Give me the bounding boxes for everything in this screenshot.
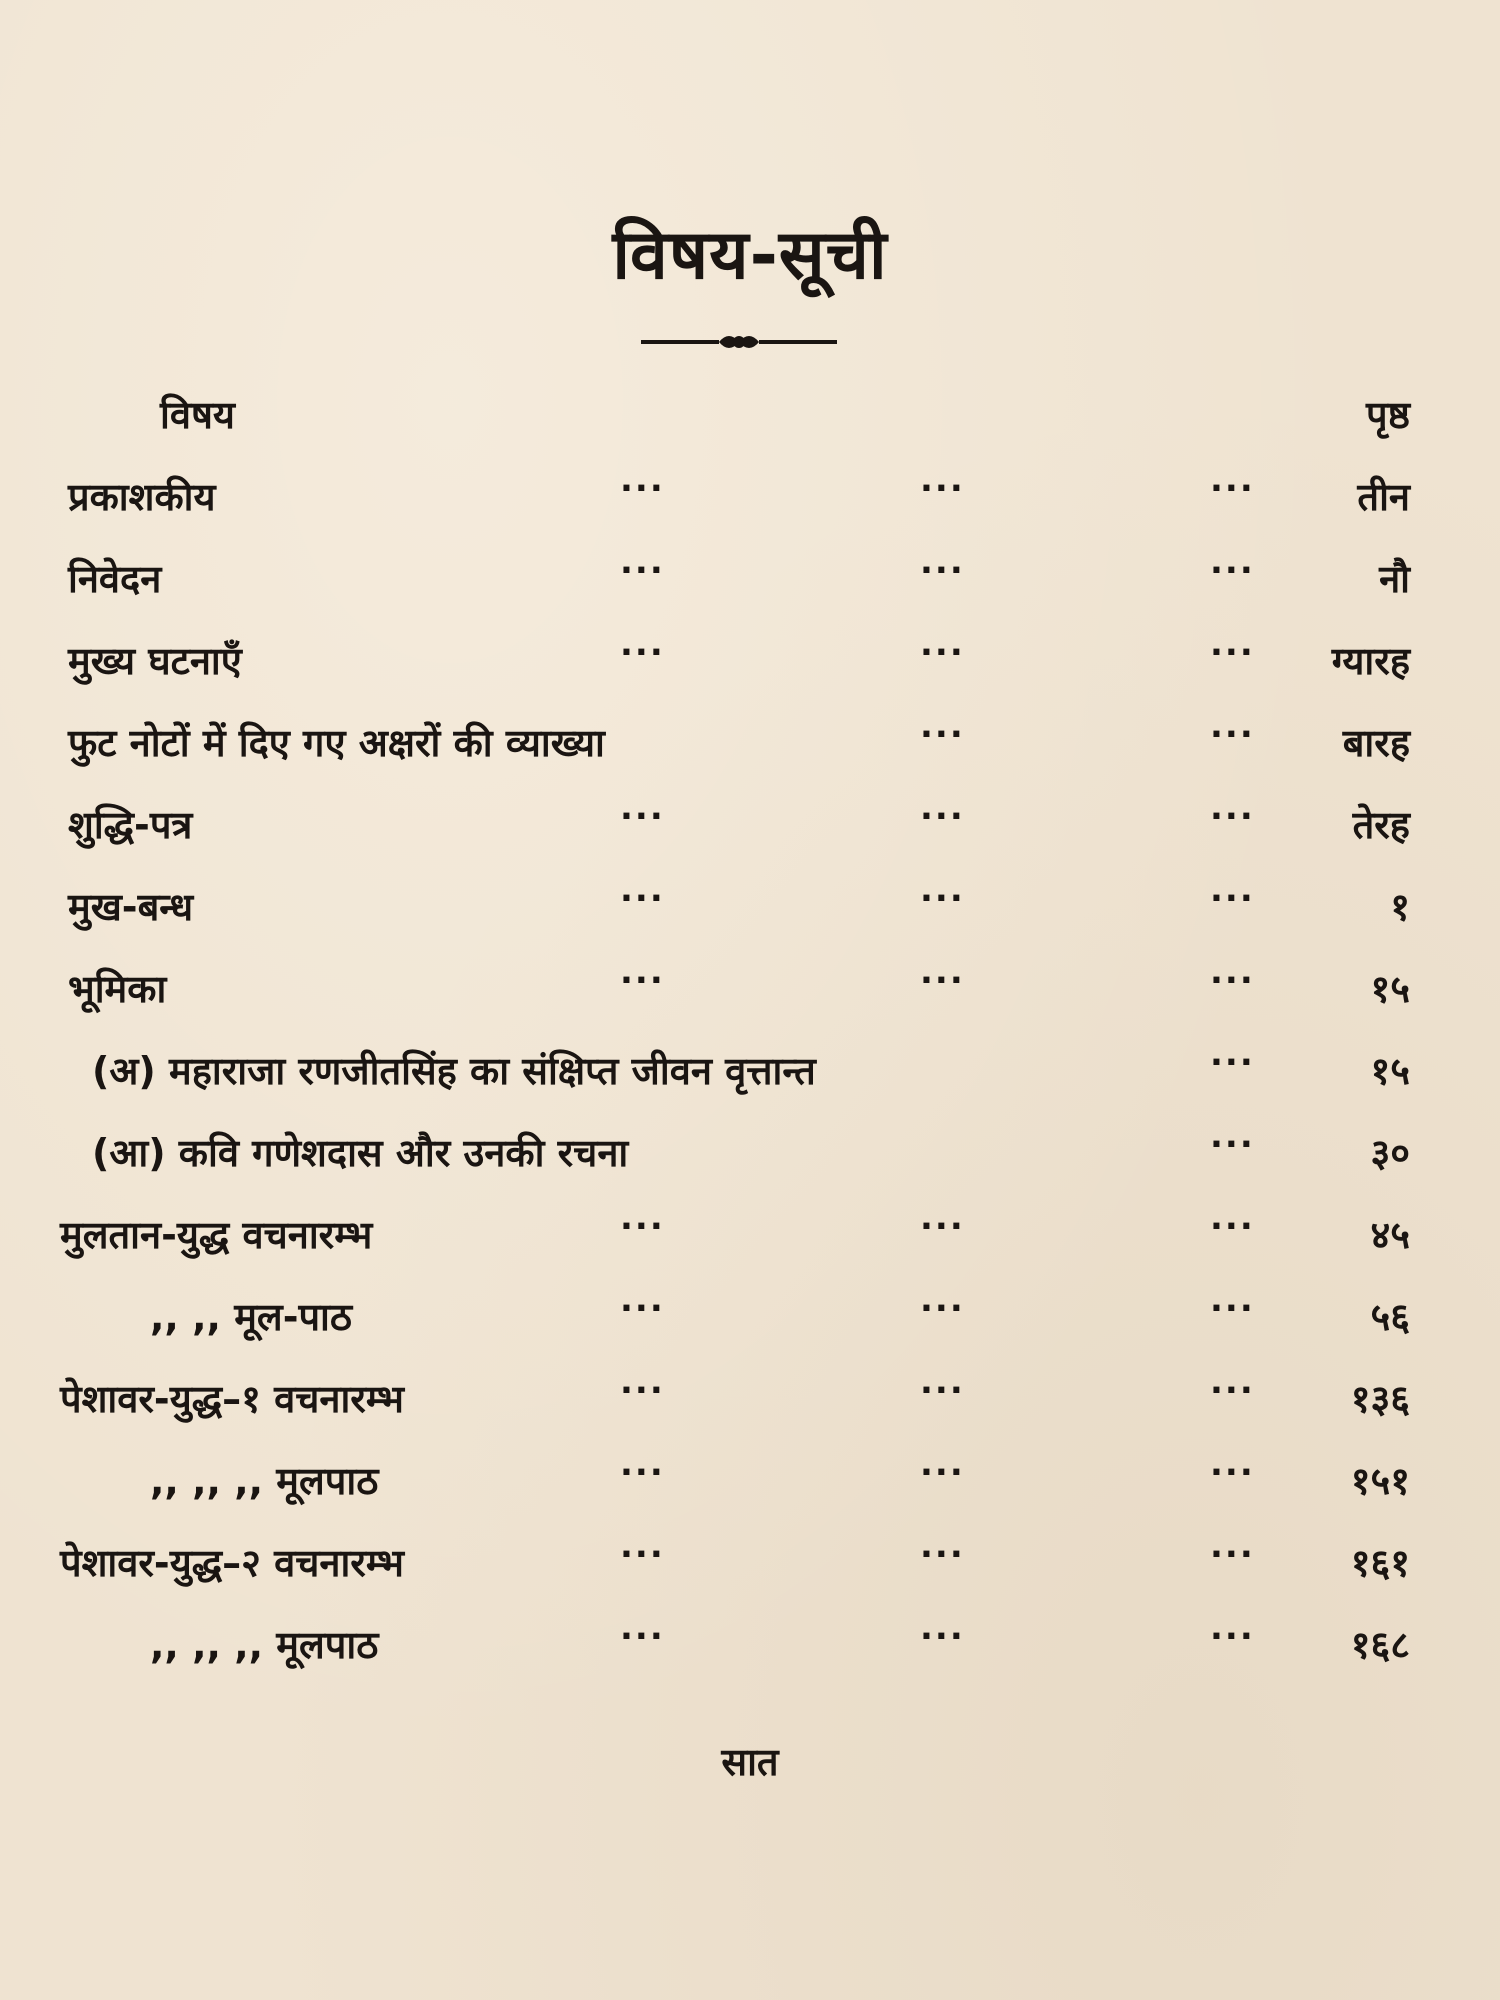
subject-heading: विषय xyxy=(160,393,235,437)
leader-dots: ... xyxy=(920,706,965,746)
leader-dots: ... xyxy=(620,542,665,582)
leader-dots: ... xyxy=(620,624,665,664)
toc-header xyxy=(60,388,1410,448)
toc-entry xyxy=(60,1198,1410,1290)
leader-dots: ... xyxy=(1210,1444,1255,1484)
toc-entry xyxy=(60,1034,1410,1126)
leader-dots: ... xyxy=(1210,706,1255,746)
page-title: विषय-सूची xyxy=(612,216,888,295)
leader-dots: ... xyxy=(920,1444,965,1484)
toc-entry-label: मुख्य घटनाएँ xyxy=(68,639,242,683)
ornament-divider xyxy=(641,322,837,362)
leader-dots: ... xyxy=(920,1198,965,1238)
toc-entry xyxy=(60,1116,1410,1208)
toc-entry-label: ,, ,, ,, मूलपाठ xyxy=(150,1623,379,1667)
toc-entry-label: शुद्धि-पत्र xyxy=(68,803,193,847)
leader-dots: ... xyxy=(1210,542,1255,582)
toc-entry-page: तेरह xyxy=(1352,803,1410,847)
leader-dots: ... xyxy=(620,1608,665,1648)
toc-entry xyxy=(60,706,1410,798)
toc-entry xyxy=(60,1280,1410,1372)
leader-dots: ... xyxy=(1210,952,1255,992)
toc-entry-label: पेशावर-युद्ध–२ वचनारम्भ xyxy=(60,1541,404,1585)
toc-entry-label: मुलतान-युद्ध वचनारम्भ xyxy=(60,1213,373,1257)
toc-entry-page: बारह xyxy=(1342,721,1410,765)
page-number-footer: सात xyxy=(721,1740,779,1784)
leader-dots: ... xyxy=(920,1526,965,1566)
leader-dots: ... xyxy=(920,1362,965,1402)
leader-dots: ... xyxy=(1210,788,1255,828)
leader-dots: ... xyxy=(920,542,965,582)
toc-entry-page: १३६ xyxy=(1350,1377,1410,1421)
leader-dots: ... xyxy=(1210,870,1255,910)
leader-dots: ... xyxy=(1210,1198,1255,1238)
toc-entry-page: १५१ xyxy=(1350,1459,1410,1503)
toc-entry xyxy=(60,788,1410,880)
page-heading: पृष्ठ xyxy=(1366,393,1410,437)
toc-entry-label: फुट नोटों में दिए गए अक्षरों की व्याख्या xyxy=(68,721,605,765)
leader-dots: ... xyxy=(1210,1362,1255,1402)
leader-dots: ... xyxy=(620,1444,665,1484)
leader-dots: ... xyxy=(1210,1280,1255,1320)
leader-dots: ... xyxy=(620,460,665,500)
toc-entry-page: १५ xyxy=(1370,967,1410,1011)
leader-dots: ... xyxy=(1210,460,1255,500)
toc-entry xyxy=(60,952,1410,1044)
toc-entry-label: प्रकाशकीय xyxy=(68,475,216,519)
toc-entry-label: (अ) महाराजा रणजीतसिंह का संक्षिप्त जीवन वृत्तान्त xyxy=(92,1049,816,1093)
toc-entry-page: तीन xyxy=(1357,475,1410,519)
table-of-contents xyxy=(60,460,1410,1700)
toc-entry-label: ,, ,, मूल-पाठ xyxy=(150,1295,352,1339)
toc-entry-label: निवेदन xyxy=(68,557,162,601)
leader-dots: ... xyxy=(920,788,965,828)
toc-entry-page: ५६ xyxy=(1370,1295,1410,1339)
leader-dots: ... xyxy=(920,1608,965,1648)
leader-dots: ... xyxy=(920,870,965,910)
toc-entry-label: (आ) कवि गणेशदास और उनकी रचना xyxy=(92,1131,629,1175)
leader-dots: ... xyxy=(620,1362,665,1402)
toc-entry-label: मुख-बन्ध xyxy=(68,885,194,929)
toc-entry xyxy=(60,624,1410,716)
toc-entry-page: १६१ xyxy=(1350,1541,1410,1585)
leader-dots: ... xyxy=(1210,1034,1255,1074)
toc-entry xyxy=(60,542,1410,634)
leader-dots: ... xyxy=(620,788,665,828)
toc-entry-page: १५ xyxy=(1370,1049,1410,1093)
leader-dots: ... xyxy=(920,952,965,992)
toc-entry xyxy=(60,460,1410,552)
leader-dots: ... xyxy=(920,460,965,500)
leader-dots: ... xyxy=(920,1280,965,1320)
toc-entry xyxy=(60,870,1410,962)
toc-entry-label: पेशावर-युद्ध–१ वचनारम्भ xyxy=(60,1377,404,1421)
leader-dots: ... xyxy=(620,1526,665,1566)
toc-entry-page: नौ xyxy=(1379,557,1410,601)
leader-dots: ... xyxy=(620,870,665,910)
leader-dots: ... xyxy=(620,1280,665,1320)
leader-dots: ... xyxy=(920,624,965,664)
toc-entry-page: १६८ xyxy=(1350,1623,1410,1667)
toc-entry-page: ३० xyxy=(1370,1131,1410,1175)
toc-entry-label: भूमिका xyxy=(68,967,167,1011)
toc-entry-label: ,, ,, ,, मूलपाठ xyxy=(150,1459,379,1503)
leader-dots: ... xyxy=(1210,624,1255,664)
leader-dots: ... xyxy=(1210,1608,1255,1648)
leader-dots: ... xyxy=(620,1198,665,1238)
toc-entry-page: ४५ xyxy=(1370,1213,1410,1257)
toc-entry-page: ग्यारह xyxy=(1331,639,1410,683)
toc-entry xyxy=(60,1444,1410,1536)
leader-dots: ... xyxy=(1210,1526,1255,1566)
leader-dots: ... xyxy=(620,952,665,992)
leader-dots: ... xyxy=(1210,1116,1255,1156)
toc-entry-page: १ xyxy=(1390,885,1410,929)
toc-entry xyxy=(60,1608,1410,1700)
toc-entry xyxy=(60,1362,1410,1454)
toc-entry xyxy=(60,1526,1410,1618)
